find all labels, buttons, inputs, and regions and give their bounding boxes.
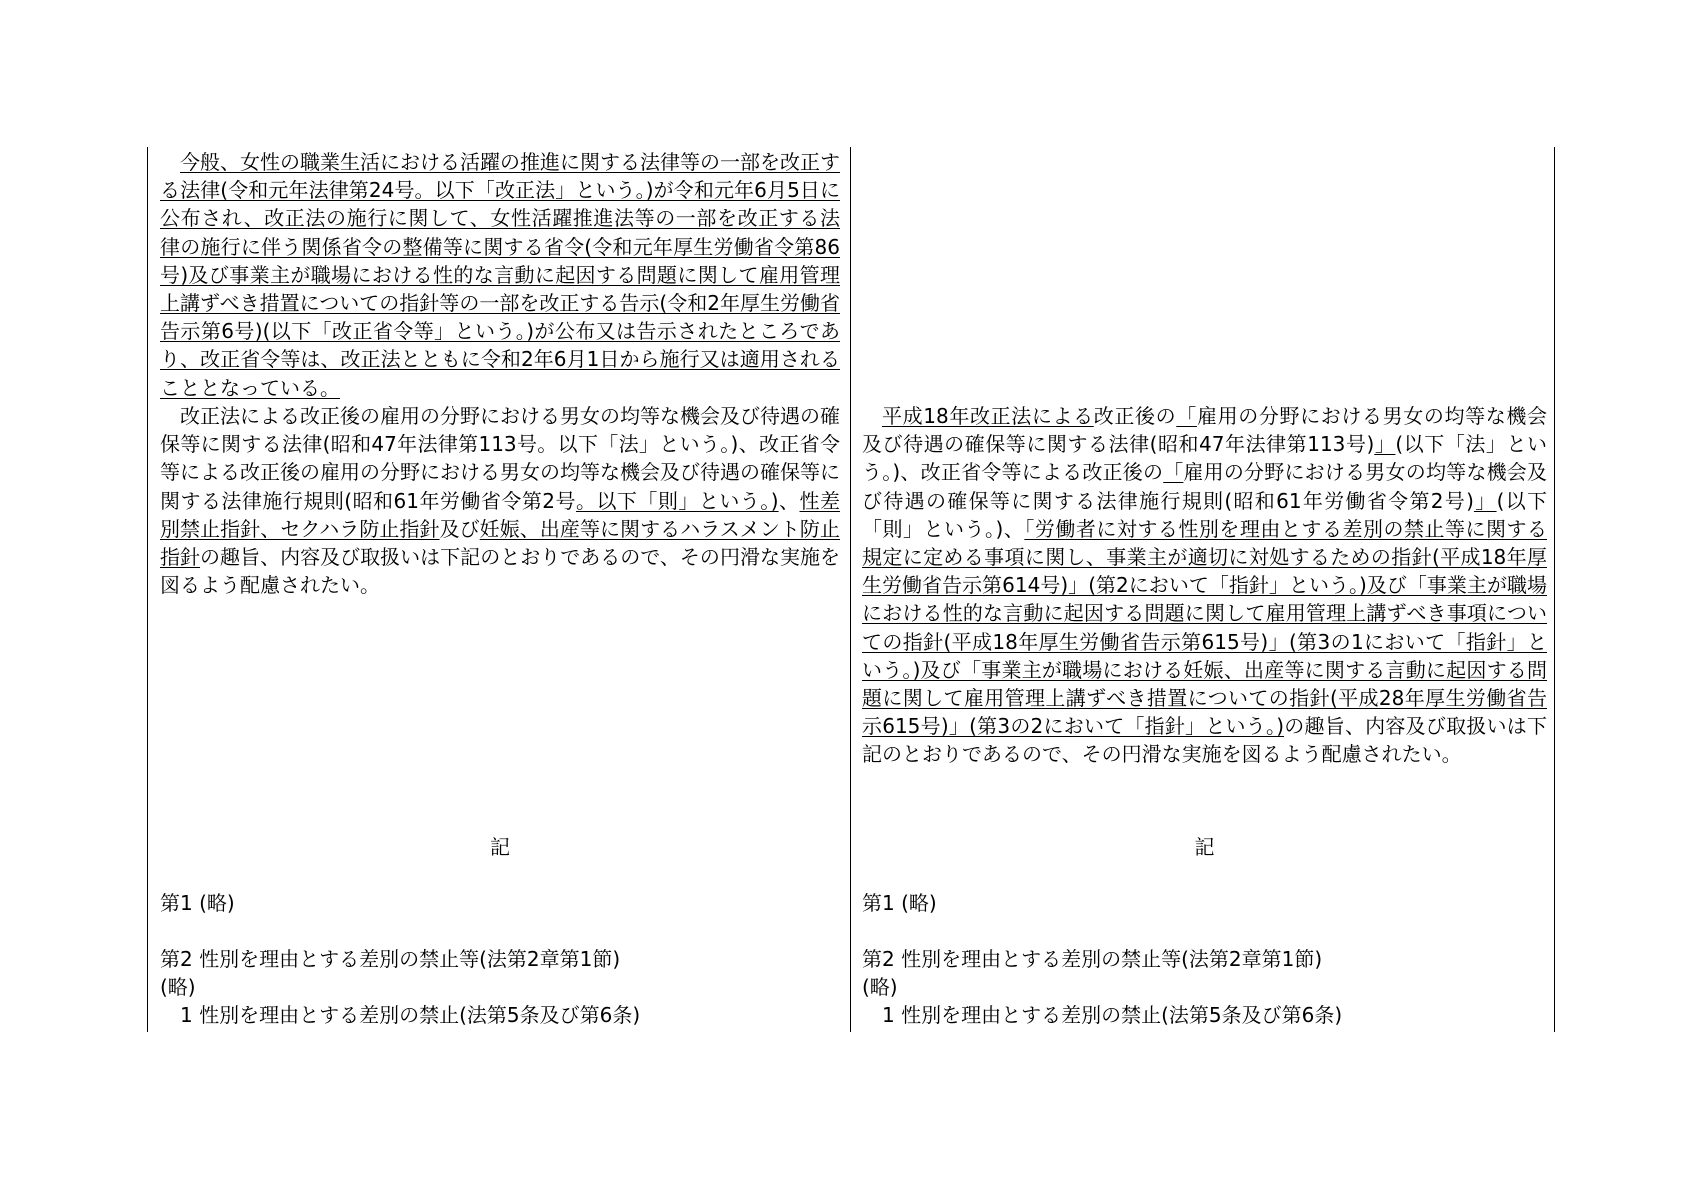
text-segment: 。以下「則」という。)	[575, 488, 779, 513]
right-dai2: 第2 性別を理由とする差別の禁止等(法第2章第1節)	[862, 947, 1323, 971]
text-segment: 、	[778, 488, 800, 513]
right-border-line	[1554, 147, 1555, 1032]
left-ki-heading: 記	[490, 835, 510, 859]
text-segment: 妊娠、出産等に関するハラスメント防止指針	[160, 516, 840, 570]
left-main-paragraph	[160, 402, 840, 599]
text-segment: 今般、女性の職業生活における活躍の推進に関する法律等の一部を改正する法律(令和元年法律第24号。以下「改正法」という。)が令和元年6月5日に公布され、改正法の施行に関して、女性活躍推進法等の一部を改正する法律の施行に伴う関係省令の整備等に関する省令(令和元年厚生労働省令第86号)及び事業主が職場における性的な言動に起因する問題に関して雇用管理上講ずべき措置についての指針等の一部を改正する告示(令和2年厚生労働省告示第6号)(以下「改正省令等」という。)が公布又は告示されたところであり、改正省令等は、改正法とともに令和2年6月1日から施行又は適用されることとなっている。	[160, 150, 840, 400]
text-segment: (以下「法」という。)、改正省令等による改正後の	[862, 432, 1548, 485]
right-ryaku: (略)	[862, 975, 898, 999]
text-segment: 「	[1163, 460, 1184, 485]
right-dai1: 第1 (略)	[862, 891, 937, 915]
text-segment: 雇用の分野における男女の均等な機会及び待遇の確保等に関する法律施行規則(昭和61年労働省令第2号)	[862, 460, 1547, 513]
text-segment: 平成18年改正法による	[882, 404, 1094, 428]
left-intro-paragraph	[160, 148, 840, 402]
right-item1: 1 性別を理由とする差別の禁止(法第5条及び第6条)	[882, 1003, 1343, 1027]
text-segment: 「	[1176, 404, 1197, 428]
text-segment: 」	[1473, 488, 1497, 513]
text-segment: 及び	[439, 516, 480, 541]
text-segment: (以下「則」という。)、	[862, 488, 1548, 541]
left-ryaku: (略)	[160, 975, 196, 999]
text-segment: 雇用の分野における男女の均等な機会及び待遇の確保等に関する法律(昭和47年法律第113号)	[862, 404, 1548, 457]
right-main-paragraph	[862, 402, 1547, 769]
text-segment: の趣旨、内容及び取扱いは下記のとおりであるので、その円滑な実施を図るよう配慮されたい。	[160, 545, 840, 598]
left-border-line	[147, 147, 148, 1032]
text-segment: の趣旨、内容及び取扱いは下記のとおりであるので、その円滑な実施を図るよう配慮されたい。	[862, 714, 1548, 767]
left-dai2: 第2 性別を理由とする差別の禁止等(法第2章第1節)	[160, 947, 621, 971]
left-item1: 1 性別を理由とする差別の禁止(法第5条及び第6条)	[180, 1003, 641, 1027]
left-dai1: 第1 (略)	[160, 891, 235, 915]
text-segment: 性差別禁止指針、セクハラ防止指針	[160, 488, 840, 541]
text-segment: 」	[1374, 432, 1396, 457]
text-segment: 改正法による改正後の雇用の分野における男女の均等な機会及び待遇の確保等に関する法律(昭和47年法律第113号。以下「法」という。)、改正省令等による改正後の雇用の分野における男女の均等な機会及び待遇の確保等に関する法律施行規則(昭和61年労働省令第2号	[160, 404, 840, 513]
center-divider-line	[850, 147, 851, 1032]
text-segment: 改正後の	[1093, 404, 1177, 428]
right-ki-heading: 記	[1194, 835, 1215, 859]
text-segment: 「労働者に対する性別を理由とする差別の禁止等に関する規定に定める事項に関し、事業主が適切に対処するための指針(平成18年厚生労働省告示第614号)」(第2において「指針」という。)及び「事業主が職場における性的な言動に起因する問題に関して雇用管理上講ずべき事項についての指針(平成18年厚生労働省告示第615号)」(第3の1において「指針」という。)及び「事業主が職場における妊娠、出産等に関する言動に起因する問題に関して雇用管理上講ずべき措置についての指針(平成28年厚生労働省告示615号)」(第3の2において「指針」という。)	[862, 516, 1547, 739]
